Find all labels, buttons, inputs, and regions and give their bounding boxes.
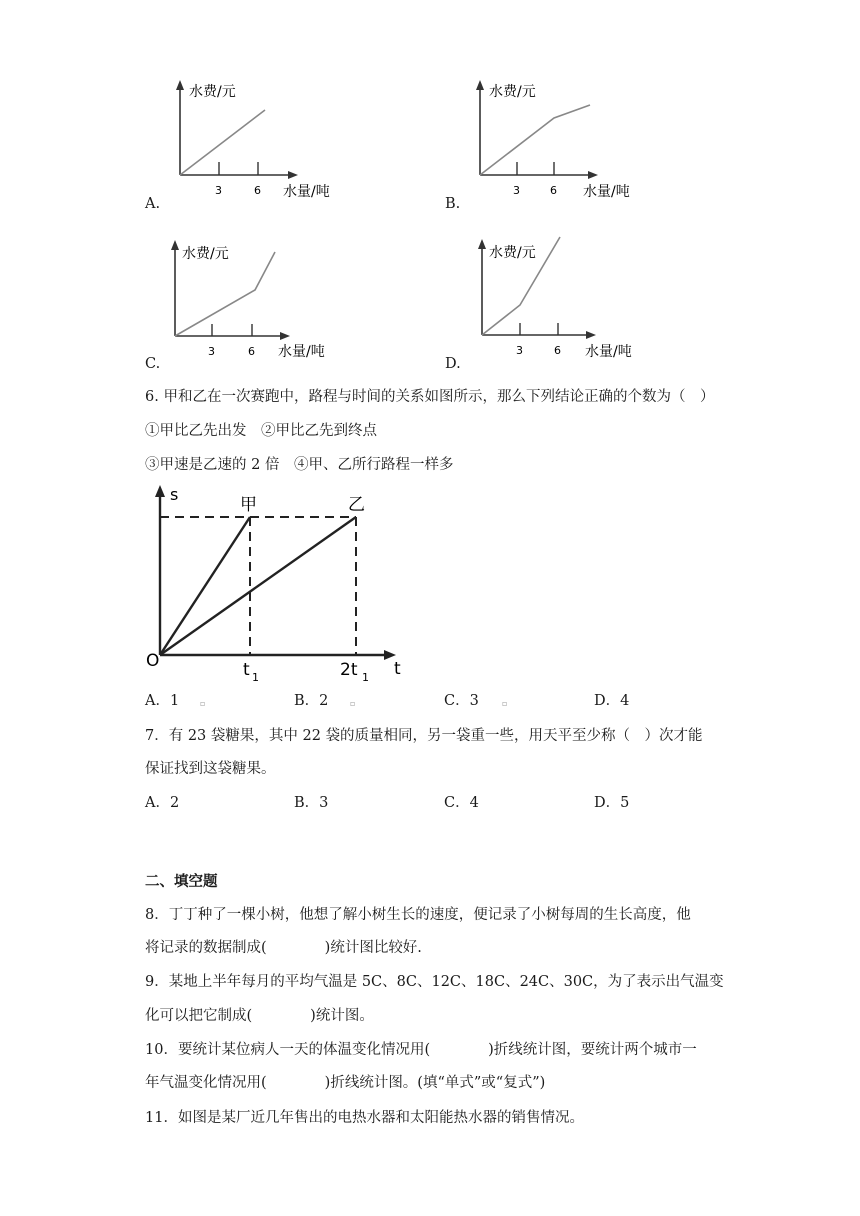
q8-line1: 8．丁丁种了一棵小树，他想了解小树生长的速度，便记录了小树每周的生长高度，他 xyxy=(145,907,691,923)
cost-line xyxy=(180,110,265,175)
2t1-subscript: 1 xyxy=(362,671,369,684)
yi-label: 乙 xyxy=(348,495,365,515)
t-axis-label: t xyxy=(394,659,401,679)
y-axis-arrow xyxy=(476,80,484,90)
q6-option-a[interactable]: A．1 xyxy=(145,693,180,709)
option-c-label[interactable]: C. xyxy=(145,356,161,372)
y-axis-label: 水费/元 xyxy=(489,84,536,100)
placeholder-dot: ▫ xyxy=(502,699,508,708)
y-axis-label: 水费/元 xyxy=(189,84,236,100)
q6-option-d[interactable]: D．4 xyxy=(594,693,630,709)
cost-line xyxy=(480,105,590,175)
tick-label-3: 3 xyxy=(513,184,520,197)
placeholder-dot: ▫ xyxy=(200,699,206,708)
section-title: 二、填空题 xyxy=(145,873,218,890)
graph-option-a xyxy=(165,78,330,203)
jia-line xyxy=(160,517,250,655)
q7-option-d[interactable]: D．5 xyxy=(594,795,630,811)
q7-option-a[interactable]: A．2 xyxy=(145,795,180,811)
graph-option-b xyxy=(465,78,640,203)
option-b-label[interactable]: B. xyxy=(445,196,461,212)
y-axis-arrow xyxy=(478,239,486,249)
cost-line xyxy=(175,252,275,336)
q8-line2: 将记录的数据制成( )统计图比较好. xyxy=(145,940,422,956)
placeholder-dot: ▫ xyxy=(350,699,356,708)
option-d-label[interactable]: D. xyxy=(445,356,461,372)
q9-line1: 9．某地上半年每月的平均气温是 5C、8C、12C、18C、24C、30C，为了表示出气温变 xyxy=(145,974,724,990)
origin-label: O xyxy=(146,651,160,671)
q10-line2: 年气温变化情况用( )折线统计图。(填“单式”或“复式”) xyxy=(145,1075,546,1091)
tick-label-6: 6 xyxy=(248,345,255,358)
x-axis-label: 水量/吨 xyxy=(278,344,325,360)
x-axis-arrow xyxy=(288,171,298,179)
q7-option-b[interactable]: B．3 xyxy=(294,795,329,811)
graph-option-d xyxy=(465,232,640,362)
q7-option-c[interactable]: C．4 xyxy=(444,795,479,811)
y-axis-arrow xyxy=(176,80,184,90)
s-axis-label: s xyxy=(170,485,179,504)
q9-line2: 化可以把它制成( )统计图。 xyxy=(145,1008,374,1024)
x-axis-label: 水量/吨 xyxy=(585,344,632,360)
tick-label-6: 6 xyxy=(554,344,561,357)
yi-line xyxy=(160,517,356,655)
x-axis-arrow xyxy=(588,171,598,179)
x-axis-arrow xyxy=(586,331,596,339)
tick-label-6: 6 xyxy=(550,184,557,197)
q6-statements-1: ①甲比乙先出发 ②甲比乙先到终点 xyxy=(145,423,377,439)
graph-option-c xyxy=(162,238,337,363)
2t1-label: 2t xyxy=(340,660,358,680)
q7-stem-line2: 保证找到这袋糖果。 xyxy=(145,761,276,777)
x-axis-label: 水量/吨 xyxy=(283,184,330,200)
t1-subscript: 1 xyxy=(252,671,259,684)
q7-stem-line1: 7．有 23 袋糖果，其中 22 袋的质量相同，另一袋重一些，用天平至少称（ ）次才能 xyxy=(145,728,703,744)
tick-label-3: 3 xyxy=(215,184,222,197)
q11-line1: 11．如图是某厂近几年售出的电热水器和太阳能热水器的销售情况。 xyxy=(145,1110,584,1126)
q6-distance-time-graph xyxy=(140,482,420,687)
s-axis-arrow xyxy=(155,485,165,497)
q6-statements-2: ③甲速是乙速的 2 倍 ④甲、乙所行路程一样多 xyxy=(145,457,454,473)
option-a-label[interactable]: A. xyxy=(145,196,161,212)
q6-option-b[interactable]: B．2 xyxy=(294,693,329,709)
tick-label-3: 3 xyxy=(208,345,215,358)
x-axis-arrow xyxy=(280,332,290,340)
tick-label-6: 6 xyxy=(254,184,261,197)
q10-line1: 10．要统计某位病人一天的体温变化情况用( )折线统计图，要统计两个城市一 xyxy=(145,1042,697,1058)
x-axis-label: 水量/吨 xyxy=(583,184,630,200)
jia-label: 甲 xyxy=(240,495,257,515)
y-axis-label: 水费/元 xyxy=(489,245,536,261)
y-axis-label: 水费/元 xyxy=(182,246,229,262)
q6-option-c[interactable]: C．3 xyxy=(444,693,479,709)
q6-stem: 6. 甲和乙在一次赛跑中，路程与时间的关系如图所示，那么下列结论正确的个数为（ ） xyxy=(145,389,715,405)
y-axis-arrow xyxy=(171,240,179,250)
t1-label: t xyxy=(243,660,250,680)
tick-label-3: 3 xyxy=(516,344,523,357)
